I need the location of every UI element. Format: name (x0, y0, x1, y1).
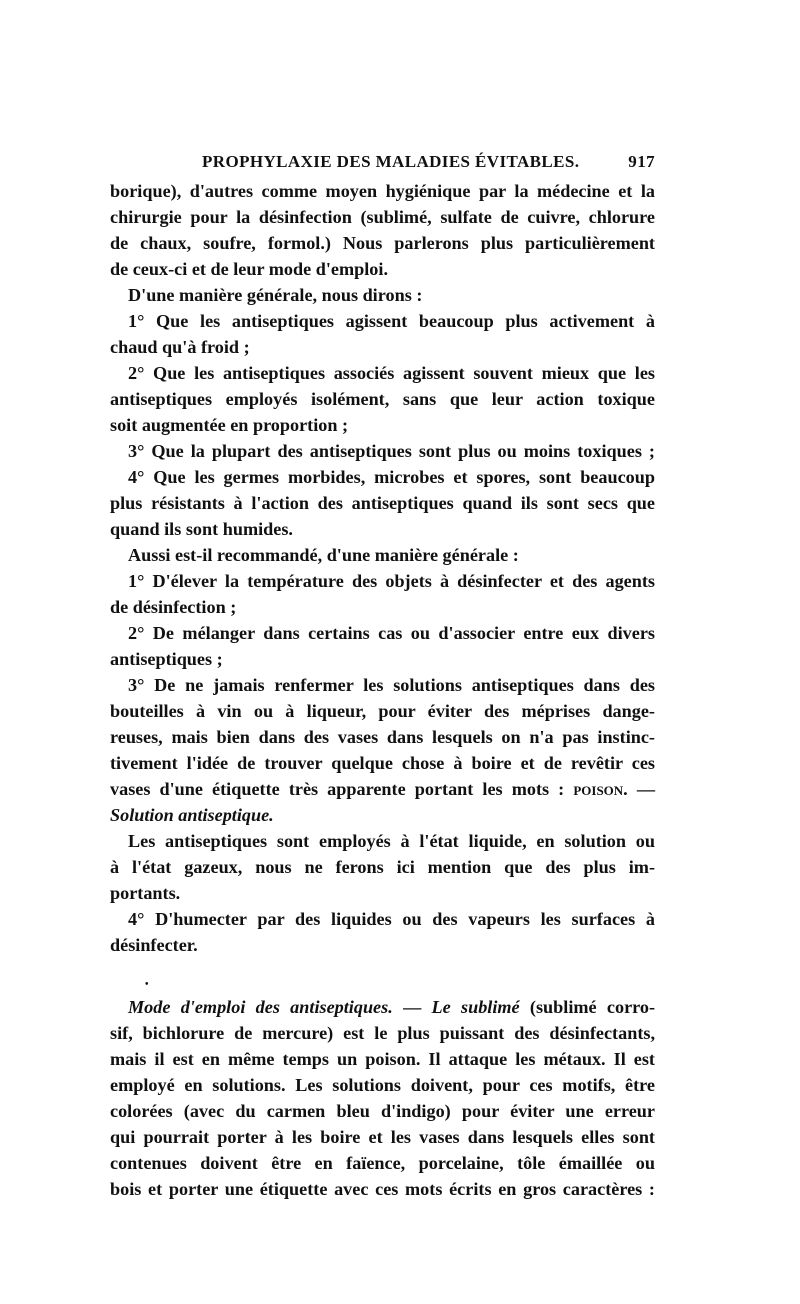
text-line: 3° De ne jamais renfermer les solutions antiseptiques dans des (128, 675, 655, 695)
em-dash: — (636, 779, 656, 799)
text-line: de chaux, soufre, formol.) Nous parlerons plus particulièrement (110, 233, 655, 253)
text-line: sif, bichlorure de mercure) est le plus puissant des désinfectants, (110, 1023, 655, 1043)
text-line: chaud qu'à froid ; (110, 337, 250, 357)
text-line: tivement l'idée de trouver quelque chose à boire et de revêtir ces (110, 753, 655, 773)
section-heading-line (110, 994, 655, 1020)
text-line: employé en solutions. Les solutions doivent, pour ces motifs, être (110, 1075, 655, 1095)
section-gap (110, 958, 655, 984)
text-line: chirurgie pour la désinfection (sublimé, sulfate de cuivre, chlorure (110, 207, 655, 227)
text-line: mais il est en même temps un poison. Il attaque les métaux. Il est (110, 1049, 655, 1069)
section-subheading: Le sublimé (431, 997, 520, 1017)
text-line: 1° Que les antiseptiques agissent beaucoup plus activement à (128, 311, 655, 331)
text-line: à l'état gazeux, nous ne ferons ici mention que des plus im- (110, 857, 655, 877)
text-line: reuses, mais bien dans des vases dans lesquels on n'a pas instinc- (110, 727, 655, 747)
text-line: D'une manière générale, nous dirons : (128, 285, 423, 305)
text-line: bois et porter une étiquette avec ces mots écrits en gros caractères : (110, 1179, 655, 1199)
poison-word: poison. (573, 779, 628, 799)
text-run: (sublimé corro- (529, 997, 656, 1017)
text-line: portants. (110, 883, 181, 903)
text-run: vases d'une étiquette très apparente portant les mots : (110, 779, 565, 799)
text-line: soit augmentée en proportion ; (110, 415, 349, 435)
text-line: antiseptiques employés isolément, sans que leur action toxique (110, 389, 655, 409)
running-head (110, 152, 655, 178)
stray-mark: • (145, 979, 149, 990)
text-line: antiseptiques ; (110, 649, 223, 669)
text-line: 4° Que les germes morbides, microbes et spores, sont beaucoup (128, 467, 655, 487)
book-page (110, 152, 655, 1202)
text-line: 3° Que la plupart des antiseptiques sont plus ou moins toxiques ; (128, 441, 655, 461)
text-line: 4° D'humecter par des liquides ou des vapeurs les surfaces à (128, 909, 655, 929)
em-dash: — (403, 997, 422, 1017)
body-text (110, 178, 655, 1202)
text-line: 2° De mélanger dans certains cas ou d'associer entre eux divers (128, 623, 655, 643)
text-line: désinfecter. (110, 935, 198, 955)
text-line: Aussi est-il recommandé, d'une manière générale : (128, 545, 519, 565)
text-line: plus résistants à l'action des antiseptiques quand ils sont secs que (110, 493, 655, 513)
page-number: 917 (628, 152, 655, 171)
text-line: qui pourrait porter à les boire et les vases dans lesquels elles sont (110, 1127, 655, 1147)
text-line: colorées (avec du carmen bleu d'indigo) pour éviter une erreur (110, 1101, 655, 1121)
text-line: borique), d'autres comme moyen hygiénique par la médecine et la (110, 181, 655, 201)
label-text: Solution antiseptique. (110, 805, 274, 825)
text-line: quand ils sont humides. (110, 519, 293, 539)
text-line: de désinfection ; (110, 597, 237, 617)
text-line: Les antiseptiques sont employés à l'état liquide, en solution ou (128, 831, 655, 851)
section-heading: Mode d'emploi des antiseptiques. (128, 997, 393, 1017)
text-line: de ceux-ci et de leur mode d'emploi. (110, 259, 388, 279)
text-line: contenues doivent être en faïence, porcelaine, tôle émaillée ou (110, 1153, 655, 1173)
text-line (110, 802, 655, 828)
text-line: 1° D'élever la température des objets à désinfecter et des agents (128, 571, 655, 591)
running-head-title: PROPHYLAXIE DES MALADIES ÉVITABLES. (202, 152, 580, 171)
text-line: 2° Que les antiseptiques associés agissent souvent mieux que les (128, 363, 655, 383)
text-line (110, 776, 655, 802)
text-line: bouteilles à vin ou à liqueur, pour éviter des méprises dange- (110, 701, 655, 721)
